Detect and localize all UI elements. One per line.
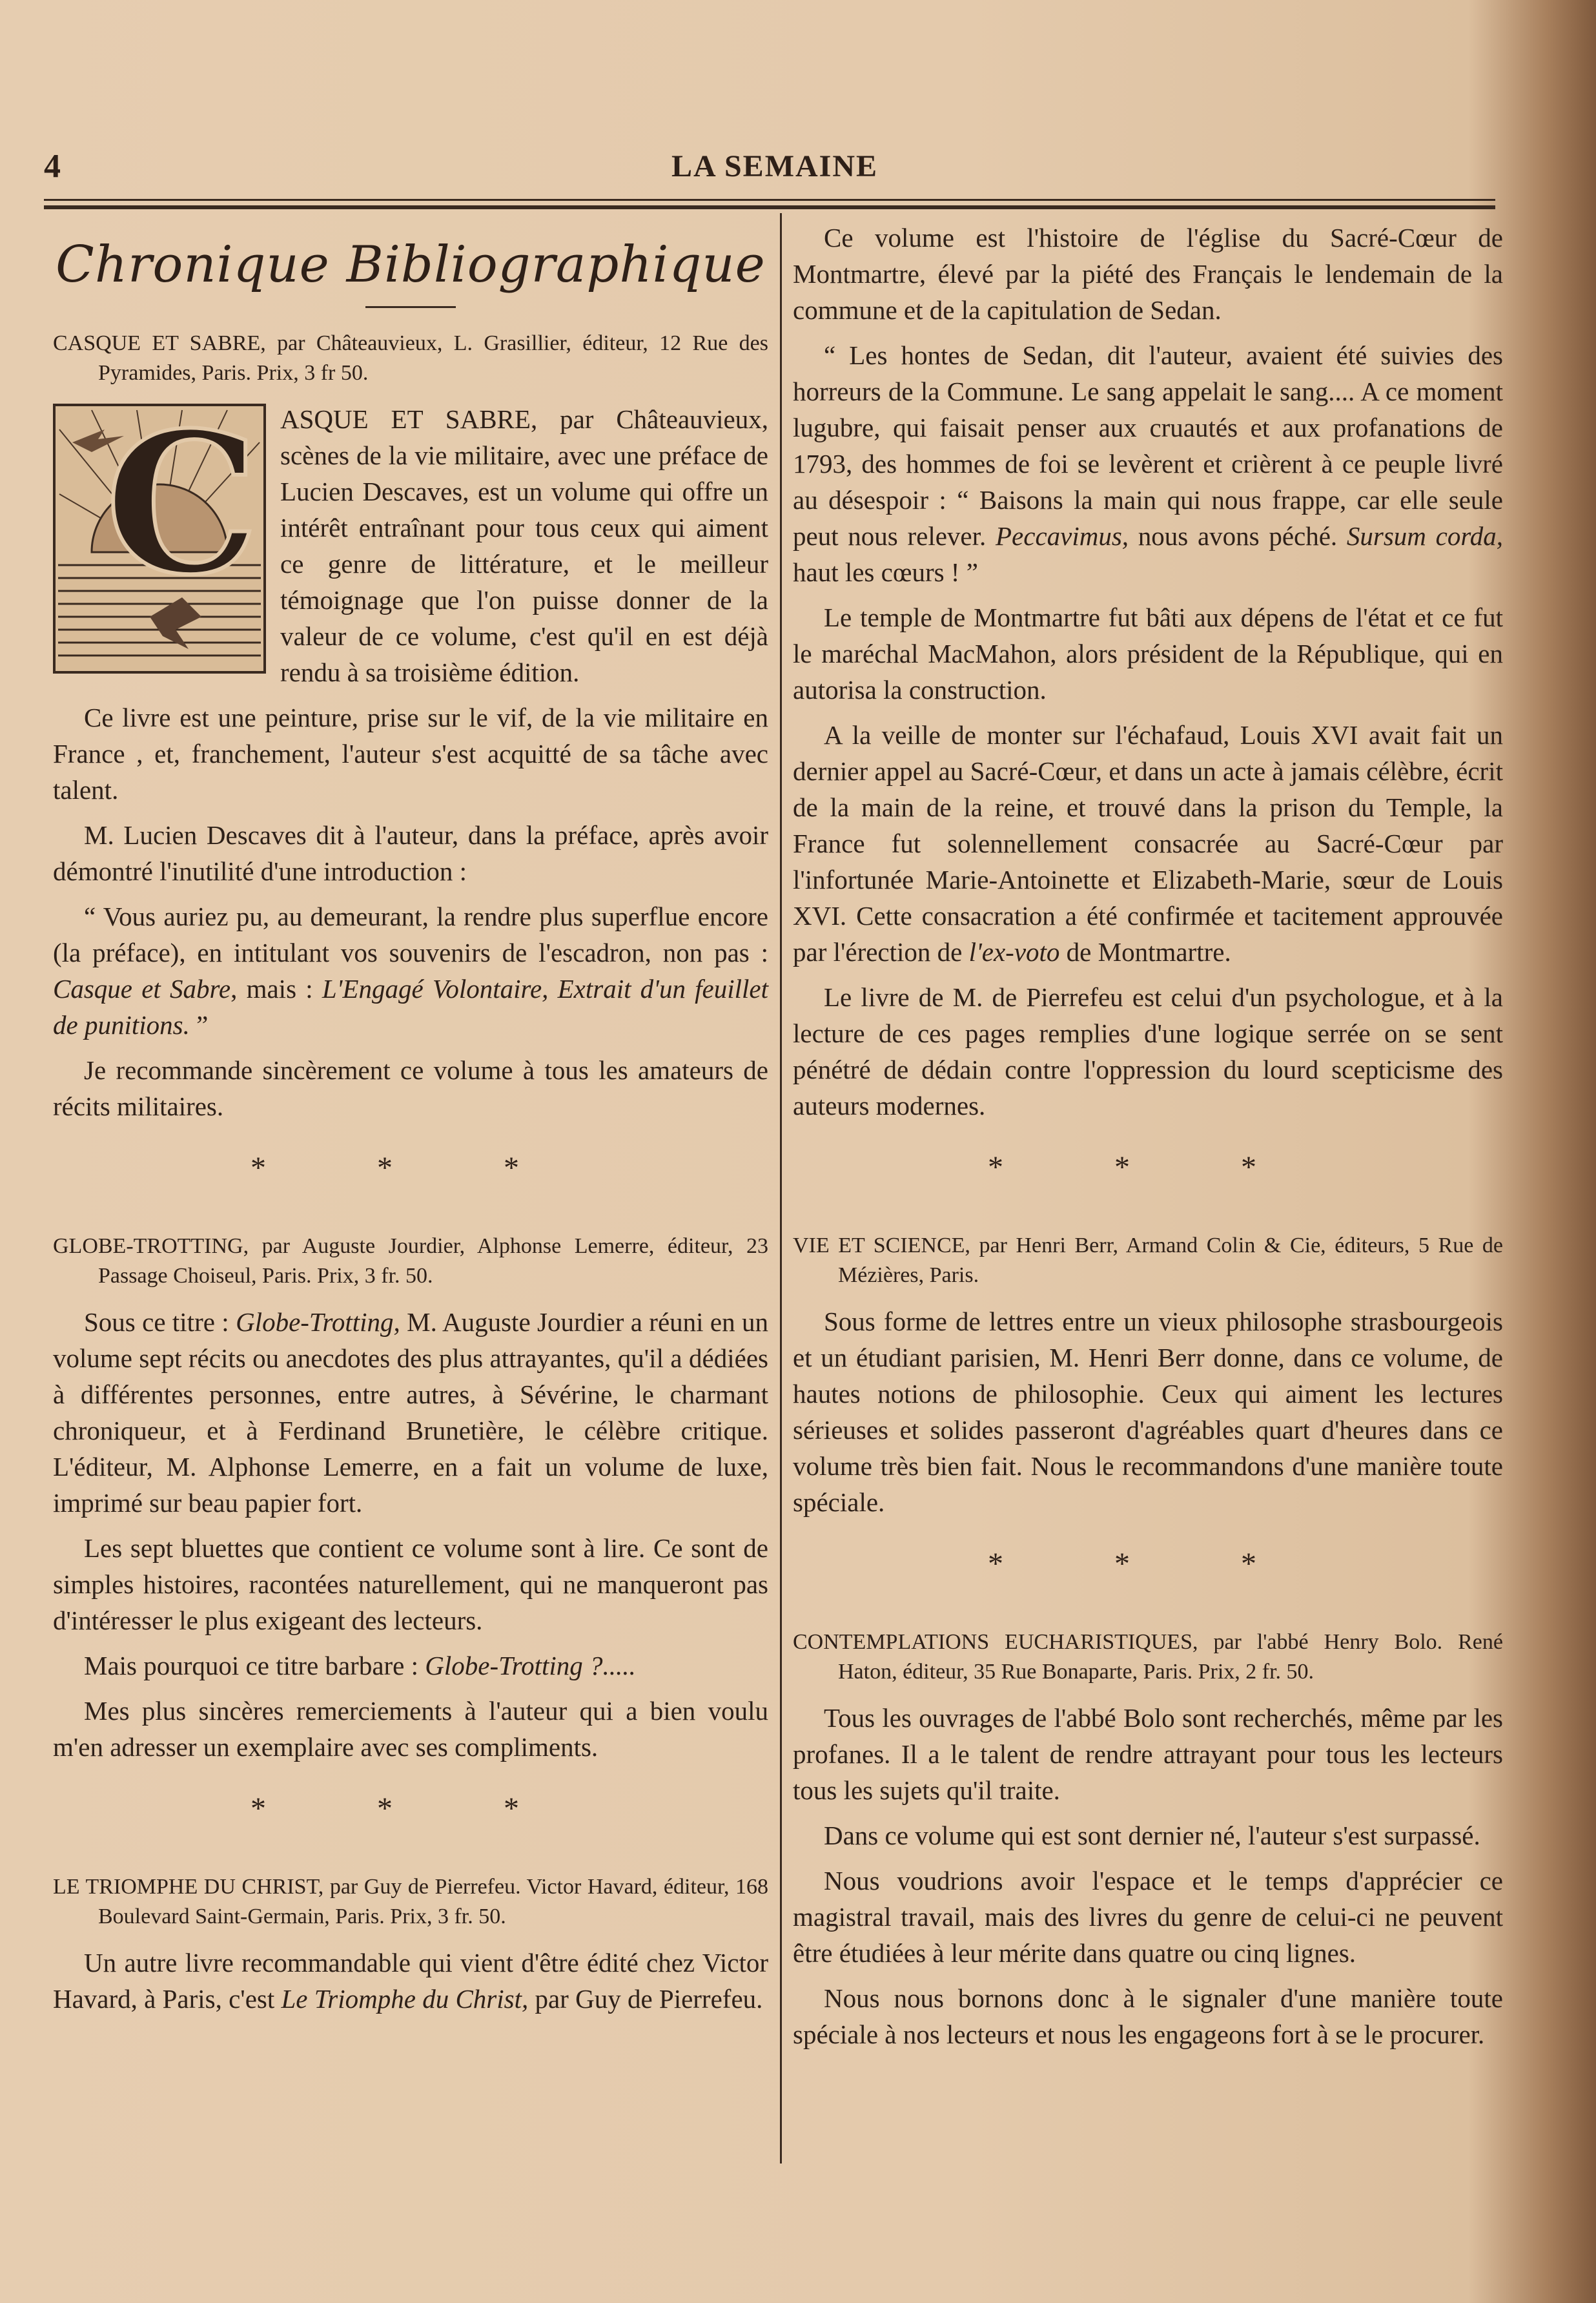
contemplations-paragraph-1: Tous les ouvrages de l'abbé Bolo sont recherchés, même par les profanes. Il a le talent de rendre attrayant pour tous les lecteurs tous les sujets qu'il traite. (793, 1703, 1503, 1805)
triomphe-exvoto-italic: l'ex-voto (968, 937, 1060, 967)
header-rule-thin (44, 199, 1495, 201)
casque-paragraph-4 (53, 898, 768, 1043)
right-column (793, 220, 1503, 2061)
header-rule-thick (44, 205, 1495, 209)
review-header-contemplations: CONTEMPLATIONS EUCHARISTIQUES, par l'abbé Henry Bolo. René Haton, éditeur, 35 Rue Bonaparte, Paris. Prix, 2 fr. 50. (793, 1630, 1503, 1684)
casque-quote-text: “ Vous auriez pu, au demeurant, la rendre plus superflue encore (la préface), en intitulant vos souvenirs de l'escadron, non pas : (53, 902, 768, 967)
triomphe-continued-paragraph-4 (793, 717, 1503, 970)
triomphe-louis-end: de Montmartre. (1059, 937, 1231, 967)
globe-text-a: Sous ce titre : (84, 1307, 236, 1337)
section-separator: * * * (251, 1792, 571, 1826)
globe-paragraph-1 (53, 1304, 768, 1521)
casque-quote-connector: , mais : (230, 974, 322, 1004)
triomphe-louis-text: A la veille de monter sur l'échafaud, Louis XVI avait fait un dernier appel au Sacré-Cœur, et dans un acte à jamais célèbre, écrit de la main de la reine, et trouvé dans la prison du Temple, la France fut solennellement consacrée au Sacré-Cœur par l'infortunée Marie-Antoinette et Elizabeth-Marie, sœur de Louis XVI. Cette consacration a été confirmée et tacitement approuvée par l'érection de (793, 720, 1503, 967)
review-header-globe: GLOBE-TROTTING, par Auguste Jourdier, Alphonse Lemerre, éditeur, 23 Passage Choiseul, Paris. Prix, 3 fr. 50. (53, 1234, 768, 1288)
casque-paragraph-2: Ce livre est une peinture, prise sur le vif, de la vie militaire en France , et, franchement, l'auteur s'est acquitté de sa tâche avec talent. (53, 703, 768, 805)
triomphe-quote-e: haut les cœurs ! ” (793, 557, 978, 587)
dropcap-letter: C (105, 404, 260, 617)
globe-text-c: M. Auguste Jourdier a réuni en un volume sept récits ou anecdotes des plus attrayantes, qu'il a dédiées à différentes personnes, entre autres, à Sévérine, le charmant chroniqueur, et à Ferdinand Brunetière, le célèbre critique. L'éditeur, M. Alphonse Lemerre, en a fait un volume de luxe, imprimé sur beau papier fort. (53, 1307, 768, 1518)
globe-question-italic: Globe-Trotting ?..... (425, 1651, 636, 1680)
globe-paragraph-3 (53, 1647, 768, 1684)
casque-paragraph-3: M. Lucien Descaves dit à l'auteur, dans la préface, après avoir démontré l'inutilité d'une introduction : (53, 820, 768, 886)
section-title: Chronique Bibliographique (56, 236, 766, 294)
triomphe-continued-paragraph-3: Le temple de Montmartre fut bâti aux dépens de l'état et ce fut le maréchal MacMahon, alors président de la République, qui en autorisa la construction. (793, 603, 1503, 705)
contemplations-paragraph-3: Nous voudrions avoir l'espace et le temps d'apprécier ce magistral travail, mais des livres du genre de celui-ci ne peuvent être étudiées à leur mérite dans quatre ou cinq lignes. (793, 1866, 1503, 1968)
triomphe-continued-paragraph-2 (793, 337, 1503, 590)
review-header-triomphe: LE TRIOMPHE DU CHRIST, par Guy de Pierrefeu. Victor Havard, éditeur, 168 Boulevard Saint-Germain, Paris. Prix, 3 fr. 50. (53, 1875, 768, 1928)
globe-question-text: Mais pourquoi ce titre barbare : (84, 1651, 425, 1680)
globe-italic-title: Globe-Trotting, (236, 1307, 400, 1337)
page-number: 4 (44, 148, 61, 185)
review-header-casque: CASQUE ET SABRE, par Châteauvieux, L. Grasillier, éditeur, 12 Rue des Pyramides, Paris. Prix, 3 fr 50. (53, 331, 768, 385)
casque-paragraph-5: Je recommande sincèrement ce volume à tous les amateurs de récits militaires. (53, 1055, 768, 1121)
ornamental-dropcap (53, 404, 266, 674)
casque-italic-title: Casque et Sabre (53, 974, 231, 1004)
triomphe-quote-c: nous avons péché. (1129, 521, 1347, 551)
left-column (53, 220, 768, 2026)
dropcap-illustration-icon (53, 404, 266, 674)
section-separator: * * * (988, 1547, 1308, 1581)
triomphe-continued-paragraph-1: Ce volume est l'histoire de l'église du Sacré-Cœur de Montmartre, élevé par la piété des Français le lendemain de la commune et de la capitulation de Sedan. (793, 223, 1503, 325)
triomphe-quote-a: “ Les hontes de Sedan, dit l'auteur, avaient été suivies des horreurs de la Commune. Le sang appelait le sang.... A ce moment lugubre, qui faisait penser aux cruautés et aux profanations de 1793, des hommes de foi se levèrent et crièrent à ce peuple livré au désespoir : “ Baisons la main qui nous frappe, car elle seule peut nous relever. (793, 340, 1503, 551)
casque-quote-close: ” (189, 1010, 209, 1040)
casque-paragraph-1: ASQUE ET SABRE, par Châteauvieux, scènes de la vie militaire, avec une préface de Lucien Descaves, est un volume qui offre un intérêt entraînant pour tous ceux qui aiment ce genre de littérature, et le meilleur témoignage que l'on puisse donner de la valeur de ce volume, c'est qu'il en est déjà rendu à sa troisième édition. (280, 404, 768, 687)
triomphe-continued-paragraph-5: Le livre de M. de Pierrefeu est celui d'un psychologue, et à la lecture de ces pages remplies d'une logique serrée on se sent pénétré de dédain contre l'oppression du lourd scepticisme des auteurs modernes. (793, 982, 1503, 1121)
triomphe-text-a: Un autre livre recommandable qui vient d'être édité chez Victor Havard, à Paris, c'est (53, 1948, 768, 2014)
section-separator: * * * (988, 1150, 1308, 1184)
triomphe-quote-sursum: Sursum corda, (1346, 521, 1504, 551)
title-rule (365, 306, 456, 308)
globe-paragraph-4: Mes plus sincères remerciements à l'auteur qui a bien voulu m'en adresser un exemplaire avec ses compliments. (53, 1696, 768, 1762)
globe-paragraph-2: Les sept bluettes que contient ce volume sont à lire. Ce sont de simples histoires, racontées naturellement, qui ne manqueront pas d'intéresser le plus exigeant des lecteurs. (53, 1533, 768, 1635)
contemplations-paragraph-4: Nous nous bornons donc à le signaler d'une manière toute spéciale à nos lecteurs et nous les engageons fort à se le procurer. (793, 1983, 1503, 2049)
casque-italic-alt-title: L'Engagé Volontaire, Extrait d'un feuillet de punitions. (53, 974, 768, 1040)
triomphe-quote-peccavimus: Peccavimus, (996, 521, 1129, 551)
section-separator: * * * (251, 1151, 571, 1185)
review-header-vie: VIE ET SCIENCE, par Henri Berr, Armand Colin & Cie, éditeurs, 5 Rue de Mézières, Paris. (793, 1234, 1503, 1287)
vie-paragraph-1: Sous forme de lettres entre un vieux philosophe strasbourgeois et un étudiant parisien, M. Henri Berr donne, dans ce volume, de hautes notions de philosophie. Ceux qui aiment les lectures sérieuses et solides passeront d'agréables quart d'heures dans ce volume très bien fait. Nous le recommandons d'une manière toute spéciale. (793, 1306, 1503, 1517)
triomphe-text-c: par Guy de Pierrefeu. (528, 1984, 763, 2014)
triomphe-italic-title: Le Triomphe du Christ, (281, 1984, 529, 2014)
column-divider (780, 213, 782, 2164)
contemplations-paragraph-2: Dans ce volume qui est sont dernier né, l'auteur s'est surpassé. (824, 1821, 1480, 1850)
running-header-title: LA SEMAINE (671, 149, 879, 183)
triomphe-paragraph-1 (53, 1945, 768, 2017)
